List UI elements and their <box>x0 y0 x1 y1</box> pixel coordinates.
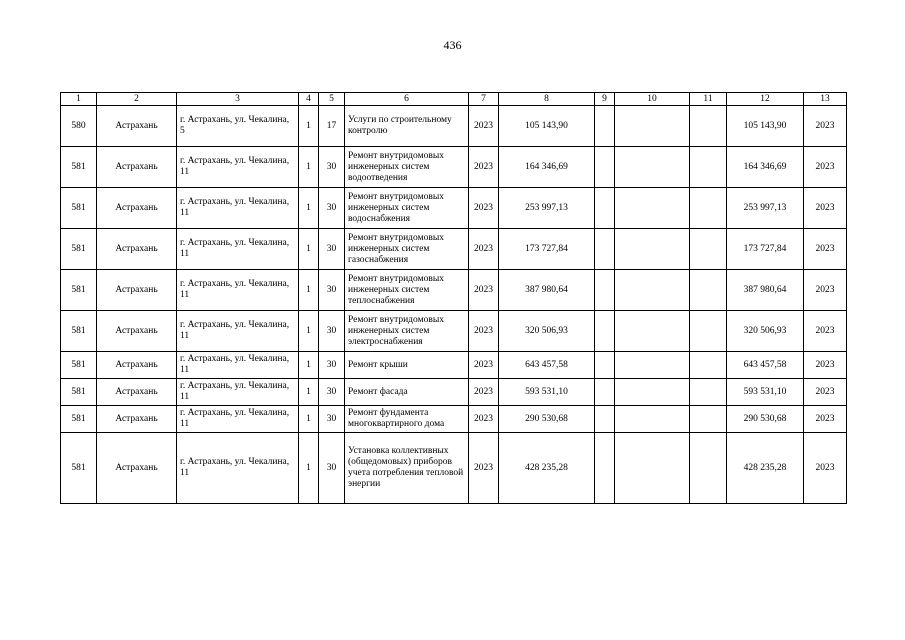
total-cost: 593 531,10 <box>727 379 804 406</box>
col9-value <box>595 311 615 352</box>
address: г. Астрахань, ул. Чекалина, 11 <box>177 433 299 504</box>
municipality: Астрахань <box>97 352 177 379</box>
end-year: 2023 <box>804 352 847 379</box>
col11-value <box>690 379 727 406</box>
table-row <box>61 311 847 352</box>
column-header: 2 <box>97 93 177 106</box>
address: г. Астрахань, ул. Чекалина, 11 <box>177 188 299 229</box>
page-number: 436 <box>443 38 462 52</box>
col5-value: 30 <box>319 311 345 352</box>
total-cost: 290 530,68 <box>727 406 804 433</box>
col11-value <box>690 229 727 270</box>
col4-value: 1 <box>299 147 319 188</box>
col9-value <box>595 433 615 504</box>
col4-value: 1 <box>299 270 319 311</box>
col5-value: 30 <box>319 229 345 270</box>
col10-value <box>615 106 690 147</box>
col5-value: 30 <box>319 406 345 433</box>
year: 2023 <box>469 147 499 188</box>
column-header: 10 <box>615 93 690 106</box>
municipality: Астрахань <box>97 229 177 270</box>
address: г. Астрахань, ул. Чекалина, 5 <box>177 106 299 147</box>
end-year: 2023 <box>804 433 847 504</box>
col4-value: 1 <box>299 188 319 229</box>
capital-repair-table <box>60 92 847 504</box>
work-type: Ремонт внутридомовых инженерных систем газоснабжения <box>345 229 469 270</box>
row-number: 581 <box>61 379 97 406</box>
col5-value: 30 <box>319 379 345 406</box>
total-cost: 164 346,69 <box>727 147 804 188</box>
row-number: 580 <box>61 106 97 147</box>
end-year: 2023 <box>804 406 847 433</box>
address: г. Астрахань, ул. Чекалина, 11 <box>177 311 299 352</box>
col9-value <box>595 406 615 433</box>
row-number: 581 <box>61 352 97 379</box>
column-header: 3 <box>177 93 299 106</box>
col10-value <box>615 311 690 352</box>
column-header: 4 <box>299 93 319 106</box>
municipality: Астрахань <box>97 147 177 188</box>
table-row <box>61 352 847 379</box>
col10-value <box>615 188 690 229</box>
cost: 253 997,13 <box>499 188 595 229</box>
municipality: Астрахань <box>97 270 177 311</box>
col10-value <box>615 352 690 379</box>
year: 2023 <box>469 352 499 379</box>
address: г. Астрахань, ул. Чекалина, 11 <box>177 147 299 188</box>
cost: 387 980,64 <box>499 270 595 311</box>
col5-value: 30 <box>319 433 345 504</box>
end-year: 2023 <box>804 379 847 406</box>
table-row <box>61 270 847 311</box>
column-header: 9 <box>595 93 615 106</box>
work-type: Услуги по строительному контролю <box>345 106 469 147</box>
municipality: Астрахань <box>97 406 177 433</box>
col5-value: 17 <box>319 106 345 147</box>
year: 2023 <box>469 311 499 352</box>
year: 2023 <box>469 188 499 229</box>
col11-value <box>690 352 727 379</box>
total-cost: 428 235,28 <box>727 433 804 504</box>
municipality: Астрахань <box>97 188 177 229</box>
col4-value: 1 <box>299 379 319 406</box>
cost: 173 727,84 <box>499 229 595 270</box>
col10-value <box>615 270 690 311</box>
column-header: 6 <box>345 93 469 106</box>
row-number: 581 <box>61 406 97 433</box>
cost: 320 506,93 <box>499 311 595 352</box>
table-row <box>61 106 847 147</box>
address: г. Астрахань, ул. Чекалина, 11 <box>177 352 299 379</box>
table-row <box>61 433 847 504</box>
col5-value: 30 <box>319 188 345 229</box>
row-number: 581 <box>61 270 97 311</box>
col9-value <box>595 270 615 311</box>
column-header: 13 <box>804 93 847 106</box>
col9-value <box>595 379 615 406</box>
col10-value <box>615 433 690 504</box>
row-number: 581 <box>61 433 97 504</box>
municipality: Астрахань <box>97 311 177 352</box>
col4-value: 1 <box>299 229 319 270</box>
table-row <box>61 379 847 406</box>
year: 2023 <box>469 106 499 147</box>
work-type: Ремонт крыши <box>345 352 469 379</box>
col4-value: 1 <box>299 106 319 147</box>
total-cost: 173 727,84 <box>727 229 804 270</box>
col4-value: 1 <box>299 311 319 352</box>
work-type: Ремонт внутридомовых инженерных систем водоотведения <box>345 147 469 188</box>
col4-value: 1 <box>299 406 319 433</box>
column-header: 1 <box>61 93 97 106</box>
column-header: 7 <box>469 93 499 106</box>
col5-value: 30 <box>319 147 345 188</box>
address: г. Астрахань, ул. Чекалина, 11 <box>177 406 299 433</box>
table-row <box>61 147 847 188</box>
total-cost: 320 506,93 <box>727 311 804 352</box>
municipality: Астрахань <box>97 379 177 406</box>
year: 2023 <box>469 270 499 311</box>
column-header: 5 <box>319 93 345 106</box>
end-year: 2023 <box>804 188 847 229</box>
col10-value <box>615 379 690 406</box>
address: г. Астрахань, ул. Чекалина, 11 <box>177 229 299 270</box>
year: 2023 <box>469 406 499 433</box>
work-type: Ремонт фундамента многоквартирного дома <box>345 406 469 433</box>
municipality: Астрахань <box>97 106 177 147</box>
table-row <box>61 406 847 433</box>
work-type: Ремонт внутридомовых инженерных систем водоснабжения <box>345 188 469 229</box>
col11-value <box>690 106 727 147</box>
address: г. Астрахань, ул. Чекалина, 11 <box>177 270 299 311</box>
address: г. Астрахань, ул. Чекалина, 11 <box>177 379 299 406</box>
col9-value <box>595 147 615 188</box>
col9-value <box>595 229 615 270</box>
work-type: Установка коллективных (общедомовых) приборов учета потребления тепловой энергии <box>345 433 469 504</box>
table-header-row <box>61 93 847 106</box>
work-type: Ремонт внутридомовых инженерных систем теплоснабжения <box>345 270 469 311</box>
table-row <box>61 229 847 270</box>
work-type: Ремонт фасада <box>345 379 469 406</box>
col5-value: 30 <box>319 270 345 311</box>
total-cost: 253 997,13 <box>727 188 804 229</box>
cost: 593 531,10 <box>499 379 595 406</box>
column-header: 11 <box>690 93 727 106</box>
end-year: 2023 <box>804 311 847 352</box>
year: 2023 <box>469 433 499 504</box>
year: 2023 <box>469 229 499 270</box>
col11-value <box>690 406 727 433</box>
col11-value <box>690 270 727 311</box>
cost: 164 346,69 <box>499 147 595 188</box>
cost: 643 457,58 <box>499 352 595 379</box>
end-year: 2023 <box>804 270 847 311</box>
col10-value <box>615 406 690 433</box>
col4-value: 1 <box>299 433 319 504</box>
col9-value <box>595 352 615 379</box>
col11-value <box>690 311 727 352</box>
row-number: 581 <box>61 188 97 229</box>
work-type: Ремонт внутридомовых инженерных систем электроснабжения <box>345 311 469 352</box>
end-year: 2023 <box>804 229 847 270</box>
column-header: 8 <box>499 93 595 106</box>
col11-value <box>690 433 727 504</box>
row-number: 581 <box>61 229 97 270</box>
cost: 290 530,68 <box>499 406 595 433</box>
col4-value: 1 <box>299 352 319 379</box>
total-cost: 387 980,64 <box>727 270 804 311</box>
col10-value <box>615 147 690 188</box>
end-year: 2023 <box>804 147 847 188</box>
row-number: 581 <box>61 311 97 352</box>
year: 2023 <box>469 379 499 406</box>
total-cost: 643 457,58 <box>727 352 804 379</box>
column-header: 12 <box>727 93 804 106</box>
cost: 105 143,90 <box>499 106 595 147</box>
col10-value <box>615 229 690 270</box>
col11-value <box>690 188 727 229</box>
col9-value <box>595 188 615 229</box>
table-row <box>61 188 847 229</box>
row-number: 581 <box>61 147 97 188</box>
cost: 428 235,28 <box>499 433 595 504</box>
col5-value: 30 <box>319 352 345 379</box>
col9-value <box>595 106 615 147</box>
municipality: Астрахань <box>97 433 177 504</box>
total-cost: 105 143,90 <box>727 106 804 147</box>
col11-value <box>690 147 727 188</box>
end-year: 2023 <box>804 106 847 147</box>
